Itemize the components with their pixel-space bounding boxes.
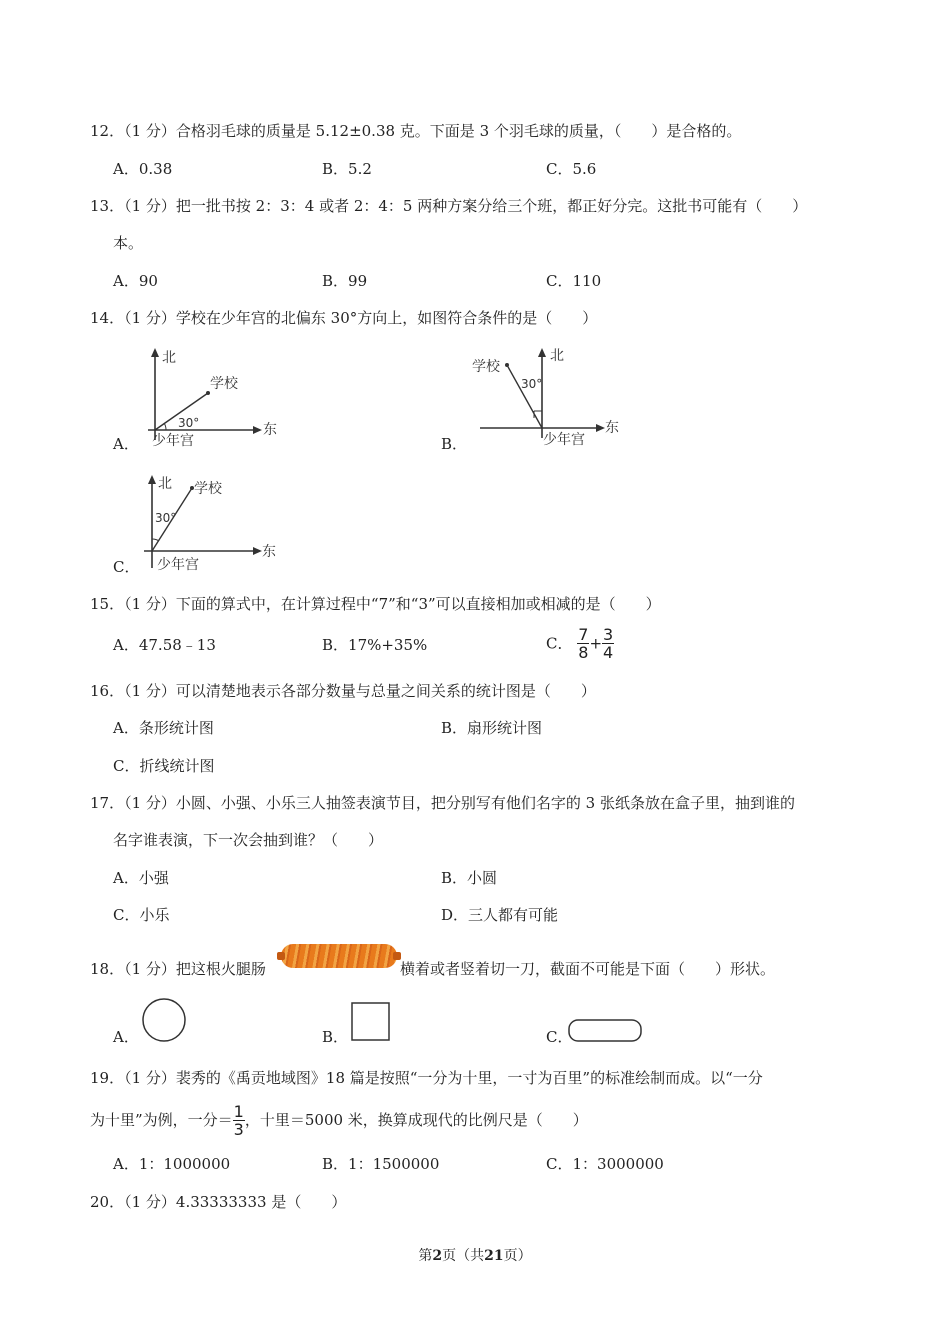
q14-b-palace-label: 少年宫 bbox=[543, 432, 585, 448]
q18-option-a-label[interactable]: A． bbox=[113, 1028, 139, 1046]
q15-frac2-den: 4 bbox=[603, 643, 614, 662]
q15-frac2-num: 3 bbox=[603, 625, 614, 644]
q15-option-c[interactable] bbox=[546, 626, 614, 661]
q15-fraction-2 bbox=[602, 626, 614, 661]
q15-frac1-num: 7 bbox=[578, 625, 589, 644]
q14-option-c-label[interactable]: C． bbox=[113, 558, 140, 576]
q18-circle-shape bbox=[140, 998, 190, 1044]
q14-a-school-label: 学校 bbox=[210, 376, 238, 392]
q19-line2-before: 为十里”为例，一分＝ bbox=[90, 1111, 233, 1129]
q14-stem: 14．（1 分）学校在少年宫的北偏东 30°方向上，如图符合条件的是（ ） bbox=[90, 309, 598, 327]
q14-b-east-label: 东 bbox=[605, 420, 619, 436]
q19-option-a[interactable]: A．1：1000000 bbox=[113, 1155, 231, 1173]
q13-option-a[interactable]: A．90 bbox=[113, 272, 158, 290]
q12-option-c[interactable]: C．5.6 bbox=[546, 160, 597, 178]
q13-option-b[interactable]: B．99 bbox=[322, 272, 368, 290]
q19-option-b[interactable]: B．1：1500000 bbox=[322, 1155, 440, 1173]
q19-fraction bbox=[233, 1103, 245, 1138]
q14-b-north-label: 北 bbox=[550, 348, 564, 364]
q15-plus: + bbox=[589, 634, 603, 653]
q14-diagram-c bbox=[130, 468, 290, 578]
q16-option-b[interactable]: B．扇形统计图 bbox=[441, 719, 543, 737]
q14-c-palace-label: 少年宫 bbox=[157, 557, 199, 573]
q15-option-a[interactable]: A．47.58﹣13 bbox=[113, 636, 216, 654]
q18-rounded-rectangle-shape bbox=[568, 1019, 644, 1045]
q19-stem-line1: 19．（1 分）裴秀的《禹贡地域图》18 篇是按照“一分为十里，一寸为百里”的标准绘制而成。以“一分 bbox=[90, 1069, 763, 1087]
q18-stem-after: 横着或者竖着切一刀，截面不可能是下面（ ）形状。 bbox=[400, 960, 776, 978]
footer-middle: 页（共 bbox=[442, 1248, 485, 1264]
q14-a-east-label: 东 bbox=[263, 422, 277, 438]
q14-c-east-label: 东 bbox=[262, 544, 276, 560]
q12-option-a[interactable]: A．0.38 bbox=[113, 160, 173, 178]
q18-square-shape bbox=[351, 1002, 393, 1044]
q17-stem-line1: 17．（1 分）小圆、小强、小乐三人抽签表演节目，把分别写有他们名字的 3 张纸条放在盒子里，抽到谁的 bbox=[90, 794, 795, 812]
q19-frac-den: 3 bbox=[233, 1119, 244, 1139]
q14-diagram-b bbox=[470, 343, 630, 453]
page-footer bbox=[0, 1245, 950, 1265]
footer-page-number: 2 bbox=[432, 1248, 443, 1264]
q15-frac1-den: 8 bbox=[578, 643, 589, 662]
q12-stem: 12．（1 分）合格羽毛球的质量是 5.12±0.38 克。下面是 3 个羽毛球的质量，（ ）是合格的。 bbox=[90, 122, 742, 140]
q14-b-angle-label: 30° bbox=[521, 377, 543, 391]
q15-option-c-label: C． bbox=[546, 634, 573, 653]
footer-prefix: 第 bbox=[418, 1248, 433, 1264]
q14-c-north-label: 北 bbox=[158, 476, 172, 492]
q13-stem-line1: 13．（1 分）把一批书按 2：3：4 或者 2：4：5 两种方案分给三个班，都正好分完。这批书可能有（ ） bbox=[90, 197, 808, 215]
q17-option-a[interactable]: A．小强 bbox=[113, 869, 169, 887]
q17-option-d[interactable]: D．三人都有可能 bbox=[441, 906, 559, 924]
q20-stem: 20．（1 分）4.33333333 是（ ） bbox=[90, 1193, 347, 1211]
q14-option-b-label[interactable]: B． bbox=[441, 435, 468, 453]
q15-stem: 15．（1 分）下面的算式中，在计算过程中“7”和“3”可以直接相加或相减的是（ ） bbox=[90, 595, 661, 613]
q17-stem-line2: 名字谁表演，下一次会抽到谁？（ ） bbox=[113, 831, 384, 849]
q14-diagram-a bbox=[130, 345, 290, 455]
q14-a-palace-label: 少年宫 bbox=[152, 433, 194, 449]
q16-option-c[interactable]: C．折线统计图 bbox=[113, 757, 215, 775]
q18-option-b-label[interactable]: B． bbox=[322, 1028, 349, 1046]
q15-option-b[interactable]: B．17%+35% bbox=[322, 636, 428, 654]
q14-a-north-label: 北 bbox=[162, 350, 176, 366]
q12-option-b[interactable]: B．5.2 bbox=[322, 160, 372, 178]
q14-option-a-label[interactable]: A． bbox=[113, 435, 139, 453]
q14-c-school-label: 学校 bbox=[194, 481, 222, 497]
q19-frac-num: 1 bbox=[233, 1101, 244, 1121]
q19-line2-after: ，十里＝5000 米，换算成现代的比例尺是（ ） bbox=[244, 1111, 588, 1129]
q17-option-c[interactable]: C．小乐 bbox=[113, 906, 170, 924]
q19-option-c[interactable]: C．1：3000000 bbox=[546, 1155, 664, 1173]
q14-b-school-label: 学校 bbox=[472, 359, 500, 375]
q15-fraction-1 bbox=[577, 626, 589, 661]
q16-stem: 16．（1 分）可以清楚地表示各部分数量与总量之间关系的统计图是（ ） bbox=[90, 682, 596, 700]
footer-suffix: 页） bbox=[503, 1248, 532, 1264]
q17-option-b[interactable]: B．小圆 bbox=[441, 869, 498, 887]
q18-stem-before: 18．（1 分）把这根火腿肠 bbox=[90, 960, 266, 978]
q18-option-c-label[interactable]: C． bbox=[546, 1028, 573, 1046]
q19-stem-line2 bbox=[90, 1100, 588, 1139]
q16-option-a[interactable]: A．条形统计图 bbox=[113, 719, 214, 737]
q14-c-angle-label: 30° bbox=[155, 511, 177, 525]
footer-total-pages: 21 bbox=[484, 1248, 504, 1264]
q13-option-c[interactable]: C．110 bbox=[546, 272, 602, 290]
q13-stem-line2: 本。 bbox=[113, 234, 144, 252]
sausage-image bbox=[281, 944, 397, 968]
q14-a-angle-label: 30° bbox=[178, 416, 200, 430]
